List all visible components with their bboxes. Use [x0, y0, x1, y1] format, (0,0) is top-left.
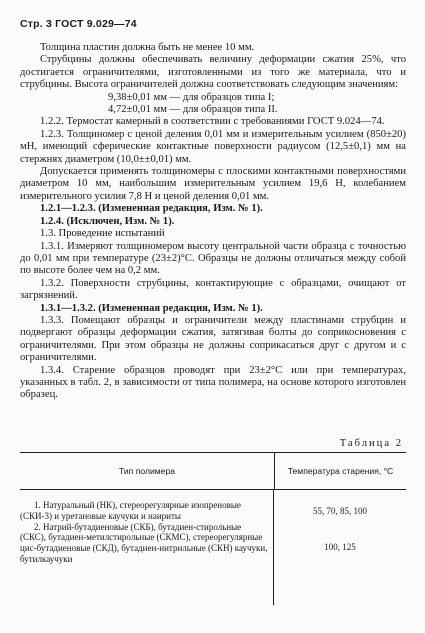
- paragraph: 1.3.2. Поверхности струбцины, контактирующие с образцами, очищают от загрязнений.: [20, 277, 406, 302]
- table-header: [20, 453, 406, 490]
- polymer-cell: 2. Натрий-бутадиеновые (СКБ), бутадиен-стирольные (СКС), бутадиен-метилстирольные (СКМС), стереорегулярные цис-бутадиеновые (СКД), бутадиен-нитрильные (СКН) каучуки, бутилкаучуки: [20, 522, 274, 605]
- paragraph: Допускается применять толщиномеры с плоскими контактными поверхностями диаметром 10 мм, наибольшим измерительным усилием 19,6 Н, колебанием измерительного усилия 7,8 Н и ценой деления 0,01 мм.: [20, 166, 406, 202]
- paragraph: 1.3.4. Старение образцов проводят при 23±2°С или при температурах, указанных в табл. 2, в зависимости от типа полимера, на основе которого изготовлен образец.: [20, 364, 406, 401]
- amendment-note: 1.2.4. (Исключен, Изм. № 1).: [40, 215, 175, 227]
- section-heading: 1.3. Проведение испытаний: [40, 228, 165, 240]
- paragraph: Струбцины должны обеспечивать величину деформации сжатия 25%, что достигается ограничителями, изготовленными из того же материала, что и струбцины. Высота ограничителей должна соответствовать следующим значениям:: [20, 54, 406, 91]
- paragraph: 1.3.3. Помещают образцы и ограничители между пластинами струбцин и подвергают образцы деформации сжатия, затягивая болты до соприкосновения с ограничителями. При этом образцы не должны соприкасаться друг с другом и с ограничителями.: [20, 314, 406, 364]
- temperature-cell: 100, 125: [324, 541, 356, 552]
- temperature-cell: 55, 70, 85, 100: [313, 506, 367, 516]
- paragraph: 1.2.3. Толщиномер с ценой деления 0,01 мм и измерительным усилием (850±20) мН, имеющий сферические контактные поверхности радиусом (12,5±0,1) мм на стержнях диаметром (10,0±±0,01) мм.: [20, 128, 406, 165]
- document-body: [20, 42, 406, 402]
- amendment-note: 1.2.1—1.2.3. (Измененная редакция, Изм. № 1).: [40, 203, 263, 215]
- page-header: Стр. 3 ГОСТ 9.029—74: [20, 18, 137, 30]
- paragraph: Толщина пластин должна быть не менее 10 мм.: [40, 42, 255, 53]
- paragraph: 1.2.2. Термостат камерный в соответствии с требованиями ГОСТ 9.024—74.: [40, 116, 385, 128]
- column-header-temperature: Температура старения, °С: [287, 465, 394, 476]
- polymer-cell: 1. Натуральный (НК), стереорегулярные изопреновые (СКИ-3) и уретановые каучуки и наириты: [20, 490, 274, 522]
- amendment-note: 1.3.1—1.3.2. (Измененная редакция, Изм. № 1).: [40, 302, 263, 314]
- table-caption: Таблица 2: [339, 438, 403, 449]
- table-row: [20, 522, 406, 605]
- paragraph: 1.3.1. Измеряют толщиномером высоту центральной части образца с точностью до 0,01 мм при температуре (23±2)°С. Образцы не должны отличаться между собой по высоте более чем на 0,2 мм.: [20, 240, 406, 277]
- column-header-polymer: Тип полимера: [20, 453, 275, 489]
- aging-temperature-table: [20, 452, 406, 605]
- limiter-value-type-1: 9,38±0,01 мм — для образцов типа I;: [108, 91, 275, 103]
- table-row: [20, 490, 406, 522]
- limiter-value-type-2: 4,72±0,01 мм — для образцов типа II.: [108, 104, 278, 116]
